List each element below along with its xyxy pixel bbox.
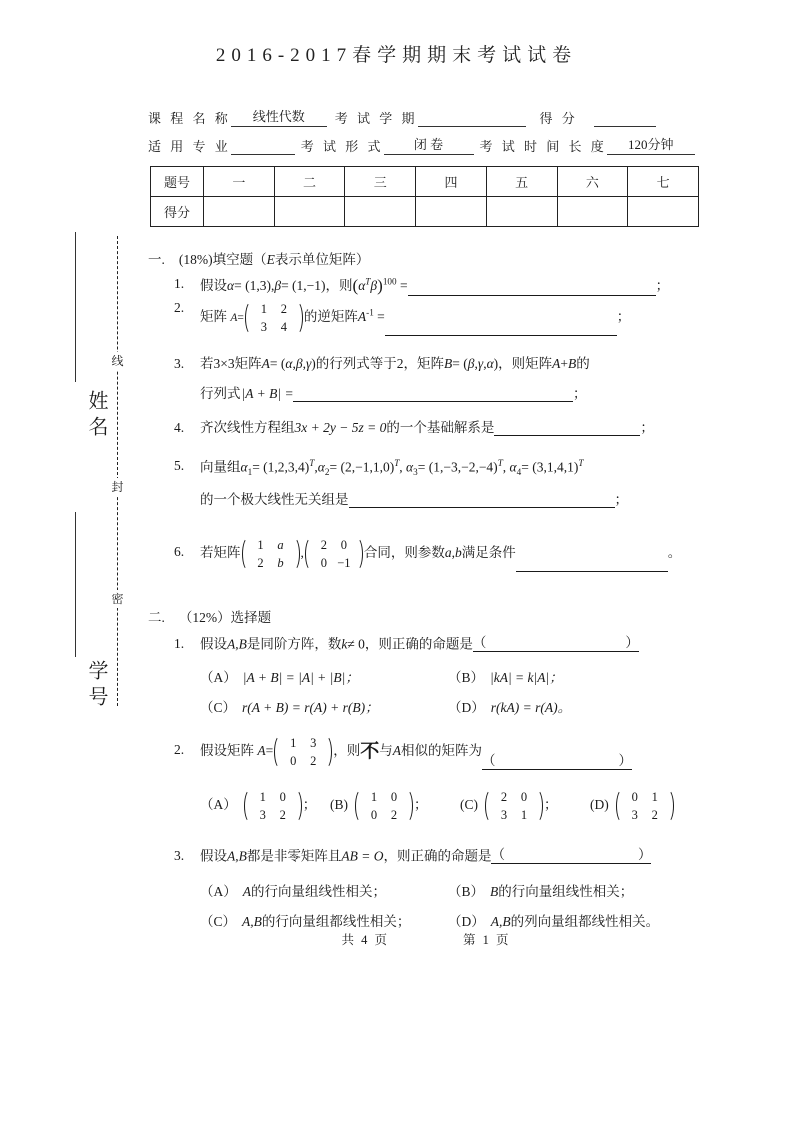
seal-char-feng: 封 <box>109 478 126 496</box>
s1-q1-alpha: α <box>227 278 235 293</box>
s2-q1-option-c-label: （C） <box>200 700 237 715</box>
section-2-title: （12%）选择题 <box>178 610 272 625</box>
s1-q4-number: 4. <box>174 420 185 435</box>
s2-q3-t2: 都是非零矩阵且 <box>246 848 342 864</box>
left-margin <box>0 0 145 1122</box>
s2-q1-option-d-label: （D） <box>448 700 485 715</box>
s1-q2-end: ； <box>616 309 631 325</box>
s1-q3-number: 3. <box>174 356 185 371</box>
header-row-course <box>148 106 704 127</box>
s2-q1-condition: ≠ 0 <box>347 636 365 652</box>
s1-q3-t3: 的行列式等于 <box>315 356 397 371</box>
s1-q1-transpose: T <box>365 276 371 287</box>
score-cell-7[interactable] <box>628 197 699 227</box>
s2-q2-option-a-matrix: 1 0 3 2 <box>244 788 302 824</box>
s2-q3-option-d-label: （D） <box>448 914 485 929</box>
s1-q3-t4: ，矩阵 <box>403 356 445 371</box>
s1-q6-matrix-1: 1 a 2 b <box>242 536 300 572</box>
paren-right-icon <box>293 536 300 572</box>
s2-q1-body: 假设A,B是同阶方阵，数k≠ 0，则正确的命题是 （ ） <box>200 635 639 652</box>
id-rule <box>75 512 76 657</box>
s2-q3-number: 3. <box>174 848 185 863</box>
s1-q3-t1: 若 <box>200 356 214 371</box>
s1-q5-vector3: = (1,−3,−2,−4) <box>417 459 498 475</box>
section-1-title-tail: 表示单位矩阵） <box>274 252 370 267</box>
s2-q2-matrix: 1 3 0 2 <box>274 734 332 770</box>
s2-q2-t1: 假设矩阵 <box>200 743 254 759</box>
s1-q1-paren-close: ) <box>377 276 383 295</box>
s1-q2-matrix: 1 2 3 4 <box>245 300 303 336</box>
s1-q5-alpha4: α <box>509 459 517 475</box>
s1-q2-number: 2. <box>174 300 185 315</box>
paren-left-icon <box>305 536 312 572</box>
exam-term-value[interactable] <box>418 111 526 127</box>
seal-char-line: 线 <box>109 352 126 370</box>
s2-q1-option-c-text: r(A + B) = r(A) + r(B)； <box>242 700 379 715</box>
s2-q2-option-d[interactable] <box>590 788 675 824</box>
s1-q3-body: 若3×3矩阵A= (α,β,γ)的行列式等于2，矩阵B= (β,γ,α)，则矩阵A+B的 <box>200 356 590 371</box>
course-name-label: 课 程 名 称 <box>148 111 231 126</box>
s1-q3-t6: 的 <box>576 356 590 371</box>
section-1-heading <box>148 248 369 268</box>
page-title: 2016-2017春学期期末考试试卷 <box>215 45 578 66</box>
section-2-heading <box>148 606 271 626</box>
s1-q1-answer-blank[interactable] <box>408 281 656 296</box>
section-1-number: 一. <box>148 252 165 267</box>
s1-q1-equals: = <box>399 278 408 293</box>
s2-q3-option-b-label: （B） <box>448 884 485 899</box>
s1-q6-body: 若矩阵 1 a 2 b , 2 0 0 −1 合同，则参数a,b满足条件 。 <box>200 536 681 572</box>
table-row-question-numbers <box>151 167 699 197</box>
course-name-value[interactable]: 线性代数 <box>231 106 327 127</box>
score-cell-6[interactable] <box>557 197 628 227</box>
score-cell-1[interactable] <box>204 197 275 227</box>
s2-q2-t4: 相似的矩阵为 <box>401 743 483 759</box>
current-page: 第 1 页 <box>463 933 511 947</box>
header-row-major <box>148 134 704 155</box>
paren-left-icon <box>616 788 623 824</box>
paren-left-icon <box>244 788 251 824</box>
s2-q2-t3: 与 <box>379 743 393 759</box>
s1-q3-eq1: = ( <box>269 356 286 371</box>
s1-q1-eq2: = (1,−1) <box>281 278 326 293</box>
seal-dashed-line <box>117 236 118 706</box>
s1-q1-number: 1. <box>174 276 185 291</box>
s2-q3-option-a-text: 的行向量组线性相关； <box>251 884 386 899</box>
section-2-number: 二. <box>148 610 165 625</box>
s1-q5-answer-blank[interactable] <box>349 493 615 508</box>
s1-q5-t1: 向量组 <box>200 459 241 475</box>
s2-q2-option-a-label: （A） <box>200 797 237 813</box>
col-head-4: 四 <box>416 167 487 197</box>
s2-q2-emphasis-not: 不 <box>360 740 380 763</box>
paren-right-icon <box>295 788 302 824</box>
s2-q1-option-c[interactable] <box>200 696 379 716</box>
s1-q5-vector2: = (2,−1,1,0) <box>329 459 395 475</box>
row-label-question: 题号 <box>151 167 204 197</box>
s2-q1-answer-blank[interactable]: （ ） <box>472 635 639 650</box>
s1-q5-alpha1: α <box>240 459 248 475</box>
s1-q1-expr-beta: β <box>370 278 378 293</box>
s2-q1-option-a-label: （A） <box>200 670 237 685</box>
s2-q3-equation: AB = O <box>341 848 384 864</box>
col-head-5: 五 <box>486 167 557 197</box>
s2-q2-number: 2. <box>174 742 185 757</box>
s2-q3-t1: 假设 <box>200 848 227 864</box>
exam-form-label: 考 试 形 式 <box>300 139 384 154</box>
s1-q6-answer-blank[interactable] <box>516 557 668 572</box>
s1-q1-beta: β <box>274 278 282 293</box>
score-cell-3[interactable] <box>345 197 416 227</box>
s1-q2-equals: = <box>377 309 385 325</box>
exam-form-value[interactable]: 闭 卷 <box>384 134 474 155</box>
score-table <box>150 166 699 227</box>
s1-q2-eq: = <box>237 312 244 325</box>
s1-q1-paren-open: ( <box>352 276 359 295</box>
s1-q3-gamma: γ <box>305 356 312 371</box>
s2-q3-t3: ，则正确的命题是 <box>383 848 492 864</box>
s2-q3-option-b[interactable]: （B） B的行向量组线性相关； <box>448 884 634 899</box>
major-label: 适 用 专 业 <box>148 139 231 154</box>
s2-q1-number: 1. <box>174 636 185 651</box>
s1-q3-determinant: |A + B| <box>241 386 282 401</box>
score-box-value[interactable] <box>594 111 656 127</box>
s1-q6-t3: 满足条件 <box>461 545 516 561</box>
section-1-title-symbol: E <box>266 252 275 267</box>
s2-q3-option-c[interactable]: （C） A,B的行向量组都线性相关； <box>200 914 411 929</box>
paren-right-icon <box>296 300 303 336</box>
s2-q2-option-c[interactable]: (C) 2 0 3 1 ； <box>460 788 558 824</box>
s2-q1-option-b-label: （B） <box>448 670 485 685</box>
name-rule <box>75 232 76 382</box>
duration-value[interactable]: 120分钟 <box>607 134 695 155</box>
s2-q3-answer-blank[interactable]: （ ） <box>491 847 652 862</box>
s2-q3-option-b-text: 的行向量组线性相关； <box>498 884 634 899</box>
paren-left-icon <box>485 788 492 824</box>
s1-q2-answer-blank[interactable] <box>385 321 617 336</box>
row-label-score: 得分 <box>151 197 204 227</box>
s2-q3-option-d-text: 的列向量组都线性相关。 <box>510 914 660 929</box>
s1-q6-t2: 合同，则参数 <box>363 545 445 561</box>
s2-q2-option-b-matrix: 1 0 0 2 <box>355 788 413 824</box>
s1-q3-matrix-b: B <box>444 356 453 371</box>
s1-q4-t2: 的一个基础解系是 <box>386 420 495 435</box>
s1-q2-t1: 矩阵 <box>200 309 227 325</box>
s1-q3-line2: 行列式|A + B| = ； <box>200 386 587 401</box>
s2-q1-option-a[interactable] <box>200 666 359 686</box>
s2-q1-t1: 假设 <box>200 636 227 652</box>
s1-q4-t1: 齐次线性方程组 <box>200 420 295 435</box>
s2-q1-option-d[interactable] <box>448 696 571 716</box>
s1-q2-matrix-name: A <box>230 312 238 325</box>
s1-q1-eq1: = (1,3), <box>234 278 275 293</box>
student-name-label: 姓名 <box>85 390 107 442</box>
s1-q5-alpha2: α <box>317 459 325 475</box>
student-id-label: 学号 <box>85 660 107 712</box>
col-head-3: 三 <box>345 167 416 197</box>
col-head-2: 二 <box>274 167 345 197</box>
s1-q6-matrix-2: 2 0 0 −1 <box>305 536 363 572</box>
total-pages: 共 4 页 <box>341 933 389 947</box>
table-row-scores <box>151 197 699 227</box>
s1-q2-inverse-name: A <box>357 309 367 325</box>
s2-q2-option-b-label: (B) <box>330 797 348 813</box>
s1-q5-number: 5. <box>174 458 185 473</box>
s1-q6-t1: 若矩阵 <box>200 545 241 561</box>
s1-q5-alpha3: α <box>406 459 414 475</box>
s2-q2-option-d-matrix: 0 1 3 2 <box>616 788 674 824</box>
s2-q3-option-a[interactable]: （A） A的行向量组线性相关； <box>200 884 386 899</box>
s1-q3-matrix-a: A <box>261 356 270 371</box>
s2-q2-body: 假设矩阵 A= 1 3 0 2 ，则不与A相似的矩阵为 （ ） <box>200 736 633 769</box>
s1-q3-t2: 矩阵 <box>234 356 262 371</box>
s1-q4-equation: 3x + 2y − 5z = 0 <box>294 420 387 435</box>
s1-q5-vector4: = (3,1,4,1) <box>521 459 579 475</box>
paren-right-icon <box>325 734 332 770</box>
s1-q3-beta: β <box>295 356 303 371</box>
paren-right-icon <box>356 536 363 572</box>
s2-q3-option-d[interactable]: （D） A,B的列向量组都线性相关。 <box>448 914 660 929</box>
score-box-label: 得 分 <box>539 111 578 126</box>
paren-left-icon <box>274 734 281 770</box>
s2-q2-answer-blank[interactable]: （ ） <box>482 753 633 769</box>
s1-q3-eq2: = ( <box>452 356 468 371</box>
paren-right-icon <box>536 788 543 824</box>
page-footer <box>148 930 704 948</box>
s1-q1-expr-alpha: α <box>358 278 366 293</box>
s1-q5-body: 向量组$\alpha_1= (1,2,3,4)^T,\alpha_2= (2,-1,1,0)^T$, $\alpha_3= (1,-3,-2,-4)^T$, $\alpha_4= (3,1,4,1)^T$ <box>200 458 584 478</box>
paren-right-icon <box>667 788 674 824</box>
s1-q3-alpha: α <box>285 356 293 371</box>
s1-q5-vector1: = (1,2,3,4) <box>252 459 310 475</box>
s1-q1-t2: ，则 <box>325 278 353 293</box>
s2-q2-option-a[interactable]: （A） 1 0 3 2 ； <box>200 788 316 824</box>
section-1-title: (18%)填空题（ <box>178 252 267 267</box>
s2-q1-option-d-text: r(kA) = r(A)。 <box>490 700 572 715</box>
s1-q1-t1: 假设 <box>200 278 227 293</box>
s2-q3-option-c-label: （C） <box>200 914 237 929</box>
s1-q2-body <box>200 300 630 336</box>
major-value[interactable] <box>231 139 295 155</box>
score-cell-2[interactable] <box>274 197 345 227</box>
s2-q2-option-b[interactable]: (B) 1 0 0 2 ； <box>330 788 428 824</box>
s1-q6-number: 6. <box>174 544 185 559</box>
s2-q1-option-a-text: |A + B| = |A| + |B|； <box>242 670 359 685</box>
s1-q2-inverse-exp: -1 <box>366 307 374 318</box>
paren-left-icon <box>355 788 362 824</box>
s2-q2-option-c-matrix: 2 0 3 1 <box>485 788 543 824</box>
s1-q1-power: 100 <box>382 276 397 287</box>
s1-q1-body <box>200 276 669 296</box>
s1-q3-line2-text: 行列式 <box>200 386 241 401</box>
s2-q3-option-a-label: （A） <box>200 884 237 899</box>
s1-q2-t2: 的逆矩阵 <box>303 309 358 325</box>
paren-left-icon <box>242 536 249 572</box>
s2-q2-option-c-label: (C) <box>460 797 478 813</box>
s2-q2-option-d-label: (D) <box>590 797 609 813</box>
s1-q1-end: ； <box>655 278 670 293</box>
s1-q5-line2-text: 的一个极大线性无关组是 <box>200 492 349 507</box>
s2-q3-body: 假设A,B都是非零矩阵且AB = O，则正确的命题是 （ ） <box>200 847 652 864</box>
s2-q1-option-b-text: |kA| = k|A|； <box>490 670 563 685</box>
s2-q2-t2: ，则 <box>333 743 361 759</box>
col-head-7: 七 <box>628 167 699 197</box>
score-cell-4[interactable] <box>416 197 487 227</box>
s1-q4-body: 齐次线性方程组3x + 2y − 5z = 0的一个基础解系是 ； <box>200 420 654 435</box>
score-cell-5[interactable] <box>486 197 557 227</box>
col-head-6: 六 <box>557 167 628 197</box>
s1-q3-dimension: 3×3 <box>213 356 235 371</box>
s1-q4-answer-blank[interactable] <box>494 421 640 436</box>
duration-label: 考 试 时 间 长 度 <box>479 139 607 154</box>
s1-q5-line2: 的一个极大线性无关组是 ； <box>200 492 628 507</box>
s2-q1-t2: 是同阶方阵，数 <box>246 636 342 652</box>
s1-q3-t5: ，则矩阵 <box>498 356 553 371</box>
paren-left-icon <box>245 300 252 336</box>
col-head-1: 一 <box>204 167 275 197</box>
s1-q3-det-value: 2 <box>396 356 404 371</box>
exam-term-label: 考 试 学 期 <box>334 111 418 126</box>
seal-char-mi: 密 <box>109 590 126 608</box>
s2-q3-option-c-text: 的行向量组都线性相关； <box>261 914 411 929</box>
paren-right-icon <box>406 788 413 824</box>
s1-q3-answer-blank[interactable] <box>293 387 573 402</box>
s2-q1-t3: ，则正确的命题是 <box>364 636 473 652</box>
s2-q1-option-b[interactable] <box>448 666 563 686</box>
